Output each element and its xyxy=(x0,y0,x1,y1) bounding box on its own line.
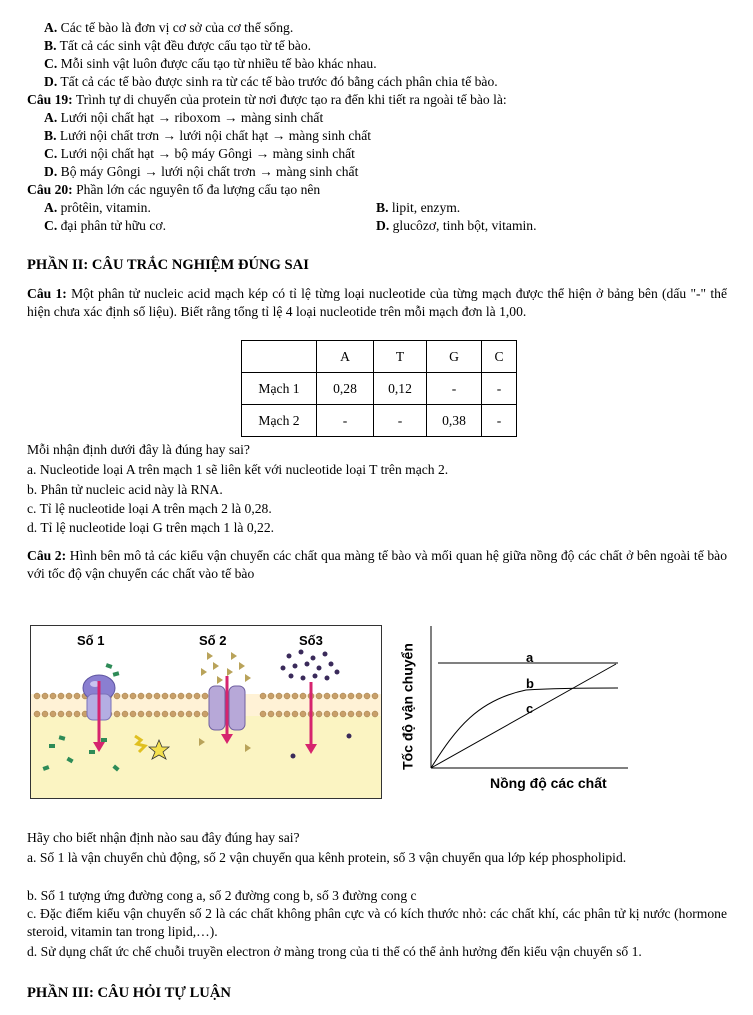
q20-option-c: C. đại phân tử hữu cơ. xyxy=(44,218,166,233)
curve-a-label: a xyxy=(526,650,534,665)
q18-option-c: C. Mỗi sinh vật luôn được cấu tạo từ nhiều tế bào khác nhau. xyxy=(44,56,377,71)
x-axis-label: Nồng độ các chất xyxy=(490,775,607,791)
label-so-3: Số3 xyxy=(299,633,323,648)
q19-option-d: D. Bộ máy Gôngi → lưới nội chất trơn → màng sinh chất xyxy=(44,164,359,179)
table-cell: - xyxy=(427,373,482,405)
table-cell: G xyxy=(427,341,482,373)
label-so-2: Số 2 xyxy=(199,633,227,648)
table-cell: A xyxy=(317,341,374,373)
p2q2-statement-c: c. Đặc điểm kiểu vận chuyển số 2 là các chất không phân cực và có kích thước nhỏ: các chất khí, các phân tử kị nước (hormone steroid, vitamin tan trong lipid,…). xyxy=(27,906,727,939)
table-cell: 0,28 xyxy=(317,373,374,405)
q18-option-a: A. Các tế bào là đơn vị cơ sở của cơ thể sống. xyxy=(44,20,294,35)
curve-b xyxy=(431,688,618,768)
table-cell: - xyxy=(482,405,517,437)
q19-option-c: C. Lưới nội chất hạt → bộ máy Gôngi → màng sinh chất xyxy=(44,146,355,161)
table-cell xyxy=(242,341,317,373)
table-row xyxy=(242,405,517,437)
q20-option-b: B. lipit, enzym. xyxy=(376,200,461,215)
q18-option-b: B. Tất cả các sinh vật đều được cấu tạo từ tế bào. xyxy=(44,38,312,53)
label-so-1: Số 1 xyxy=(77,633,105,648)
table-cell: - xyxy=(317,405,374,437)
q18-option-d: D. Tất cả các tế bào được sinh ra từ các tế bào trước đó bằng cách phân chia tế bào. xyxy=(44,74,498,89)
p2q1-statement-a: a. Nucleotide loại A trên mạch 1 sẽ liên kết với nucleotide loại T trên mạch 2. xyxy=(27,462,449,477)
curve-c xyxy=(431,664,616,768)
membrane-transport-diagram xyxy=(30,625,382,799)
table-header-row xyxy=(242,341,517,373)
table-cell: Mạch 2 xyxy=(242,405,317,437)
q20-stem: Câu 20: Phần lớn các nguyên tố đa lượng cấu tạo nên xyxy=(27,182,321,197)
table-cell: - xyxy=(374,405,427,437)
p2q2-statement-b: b. Số 1 tượng ứng đường cong a, số 2 đường cong b, số 3 đường cong c xyxy=(27,888,417,903)
table-cell: 0,38 xyxy=(427,405,482,437)
p2q1-stem: Câu 1: Một phân tử nucleic acid mạch kép có tỉ lệ từng loại nucleotide của từng mạch được thể hiện ở bảng bên (dấu "-" thể hiện chưa xác định số liệu). Biết rằng tổng tỉ lệ 4 loại nucleotide trên mỗi mạch đơn là 1,00. xyxy=(27,286,727,319)
q19-stem: Câu 19: Trình tự di chuyển của protein từ nơi được tạo ra đến khi tiết ra ngoài tế bào là: xyxy=(27,92,507,107)
q19-option-a: A. Lưới nội chất hạt → riboxom → màng sinh chất xyxy=(44,110,324,125)
table-cell: Mạch 1 xyxy=(242,373,317,405)
q20-option-a: A. prôtêin, vitamin. xyxy=(44,200,151,215)
curve-b-label: b xyxy=(526,676,534,691)
p2q2-stem: Câu 2: Hình bên mô tả các kiểu vận chuyển các chất qua màng tế bào và mối quan hệ giữa nồng độ các chất ở bên ngoài tế bào với tốc độ vận chuyển các chất vào tế bào xyxy=(27,548,727,581)
table-row xyxy=(242,373,517,405)
part2-title: PHẦN II: CÂU TRẮC NGHIỆM ĐÚNG SAI xyxy=(27,257,309,273)
membrane-illustration xyxy=(31,626,381,798)
table-cell: T xyxy=(374,341,427,373)
p2q2-statement-d: d. Sử dụng chất ức chế chuỗi truyền electron ở màng trong của ti thể có thể ảnh hưởng đến kiểu vận chuyển số 1. xyxy=(27,944,642,959)
p2q1-statement-d: d. Tỉ lệ nucleotide loại G trên mạch 1 là 0,22. xyxy=(27,520,275,535)
nucleotide-table xyxy=(241,340,517,437)
curve-c-label: c xyxy=(526,701,534,716)
p2q2-statement-a: a. Số 1 là vận chuyển chủ động, số 2 vận chuyển qua kênh protein, số 3 vận chuyển qua lớp kép phospholipid. xyxy=(27,850,627,865)
q20-option-d: D. glucôzơ, tinh bột, vitamin. xyxy=(376,218,537,233)
p2q1-statement-b: b. Phân tử nucleic acid này là RNA. xyxy=(27,482,223,497)
table-cell: - xyxy=(482,373,517,405)
q19-option-b: B. Lưới nội chất trơn → lưới nội chất hạt → màng sinh chất xyxy=(44,128,372,143)
table-cell: C xyxy=(482,341,517,373)
transport-rate-chart xyxy=(398,618,638,798)
p2q1-prompt: Mỗi nhận định dưới đây là đúng hay sai? xyxy=(27,442,250,457)
p2q2-prompt: Hãy cho biết nhận định nào sau đây đúng hay sai? xyxy=(27,830,300,845)
part3-title: PHẦN III: CÂU HỎI TỰ LUẬN xyxy=(27,985,231,1001)
p2q1-statement-c: c. Tỉ lệ nucleotide loại A trên mạch 2 là 0,28. xyxy=(27,501,272,516)
y-axis-label: Tốc độ vận chuyển xyxy=(399,643,416,770)
table-cell: 0,12 xyxy=(374,373,427,405)
chart-svg xyxy=(398,618,638,798)
